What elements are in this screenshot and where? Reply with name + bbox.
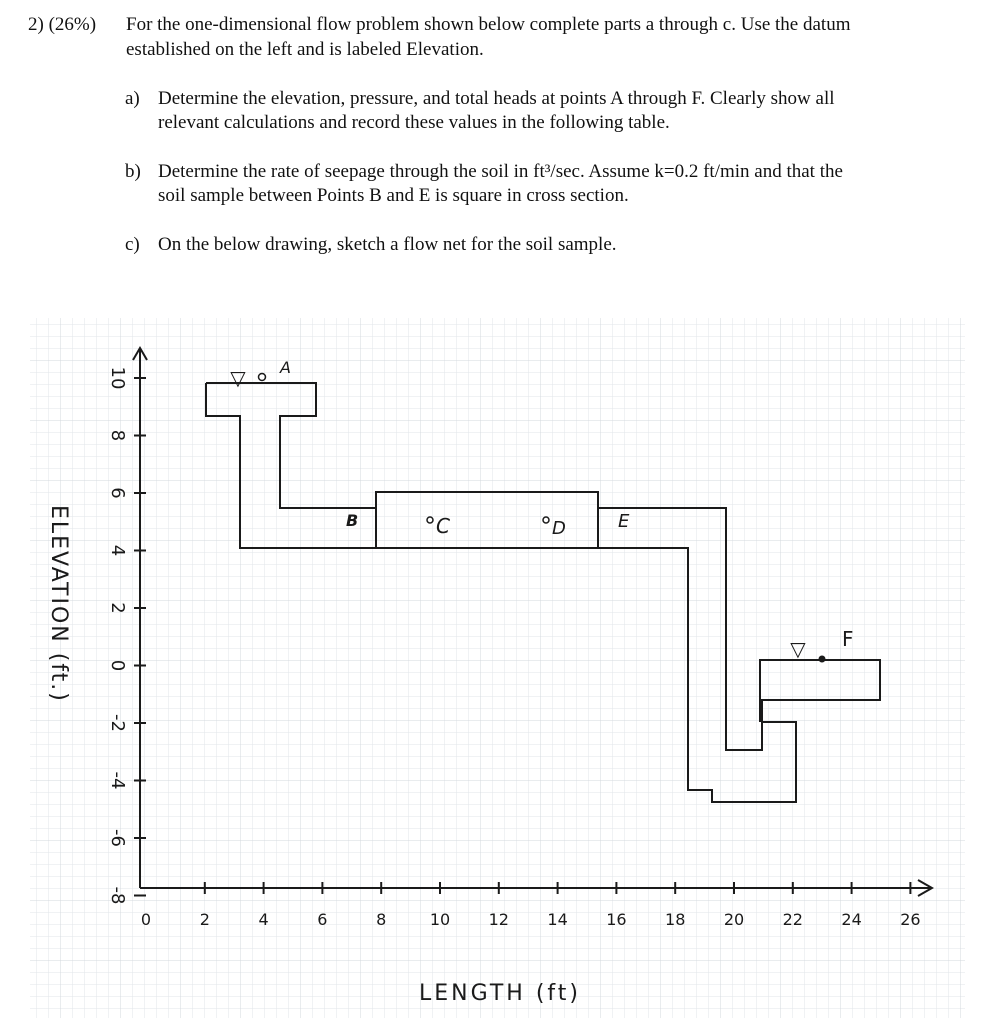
x-tick-label: 22: [782, 910, 803, 929]
x-tick-label: 14: [547, 910, 568, 929]
flow-problem-drawing: [0, 300, 982, 1024]
point-f-marker: [819, 656, 826, 663]
question-stem: [126, 12, 968, 62]
water-table-f-icon: ▽: [790, 637, 806, 661]
y-tick-label: -2: [107, 714, 128, 732]
part-b-label: b): [125, 161, 141, 182]
part-a-line2: relevant calculations and record these values in the following table.: [158, 112, 670, 133]
part-b-line2: soil sample between Points B and E is square in cross section.: [158, 185, 629, 206]
x-tick-label: 2: [199, 910, 210, 929]
question-number: [28, 12, 96, 37]
water-table-a-icon: ▽: [230, 366, 246, 390]
x-tick-label: 8: [376, 910, 387, 929]
y-tick-label: 2: [107, 602, 128, 614]
part-b-text: [158, 160, 963, 208]
x-tick-label: 20: [723, 910, 745, 929]
question-stem-line2: established on the left and is labeled Elevation.: [126, 39, 484, 60]
point-f-label: F: [842, 627, 854, 651]
x-tick-label: 24: [841, 910, 862, 929]
x-tick-label: 18: [665, 910, 686, 929]
x-tick-label: 16: [606, 910, 627, 929]
x-tick-label: 10: [429, 910, 451, 929]
y-tick-label: 10: [107, 366, 128, 390]
point-c-label: C: [436, 514, 450, 538]
y-tick-label: 6: [107, 487, 128, 499]
x-axis-title: LENGTH (ft): [418, 981, 582, 1006]
y-axis-title: ELEVATION (ft.): [46, 505, 71, 703]
part-b-line1: Determine the rate of seepage through the soil in ft³/sec. Assume k=0.2 ft/min and that the: [158, 161, 843, 182]
point-e-label: E: [618, 511, 630, 532]
y-tick-label: -6: [107, 829, 128, 847]
part-a-line1: Determine the elevation, pressure, and total heads at points A through F. Clearly show all: [158, 88, 835, 109]
x-tick-label: 26: [900, 910, 921, 929]
x-tick-label: 4: [258, 910, 269, 929]
y-tick-label: 4: [107, 544, 128, 557]
point-a-label: A: [280, 358, 291, 377]
part-c-line1: On the below drawing, sketch a flow net for the soil sample.: [158, 234, 617, 255]
question-stem-line1: For the one-dimensional flow problem shown below complete parts a through c. Use the datum: [126, 14, 851, 35]
point-b-label: B: [346, 511, 359, 530]
y-tick-label: -8: [107, 886, 128, 905]
x-tick-label: 0: [140, 910, 152, 929]
y-tick-label: 0: [107, 659, 128, 672]
x-tick-label: 6: [317, 910, 328, 929]
question-weight: (26%): [48, 14, 97, 35]
part-c-label: c): [125, 234, 140, 255]
part-a-label: a): [125, 88, 140, 109]
y-tick-label: -4: [107, 771, 128, 790]
part-c-text: [158, 233, 963, 257]
part-a-text: [158, 87, 963, 135]
y-tick-label: 8: [107, 429, 128, 442]
question-number-text: 2): [28, 14, 44, 35]
x-tick-label: 12: [488, 910, 509, 929]
point-d-label: D: [552, 518, 566, 539]
